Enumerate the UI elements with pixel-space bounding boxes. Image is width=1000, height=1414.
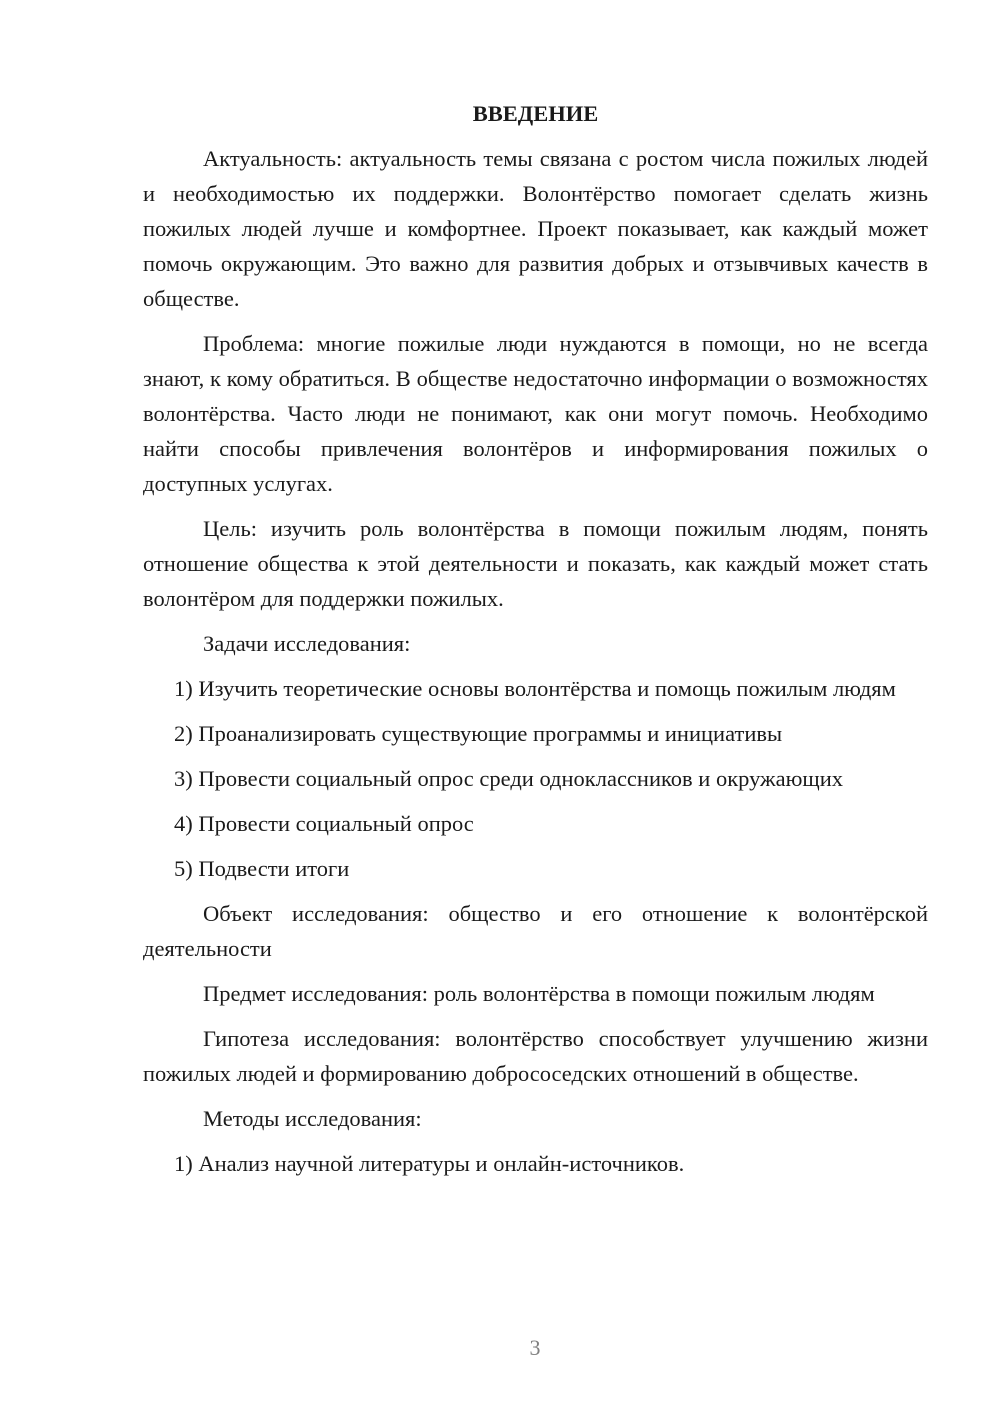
subject-paragraph: Предмет исследования: роль волонтёрства в помощи пожилым людям bbox=[203, 981, 875, 1006]
task-item-4: 4) Провести социальный опрос bbox=[174, 811, 474, 836]
page-number: 3 bbox=[529, 1335, 541, 1360]
method-item-1: 1) Анализ научной литературы и онлайн-источников. bbox=[174, 1151, 685, 1176]
task-item-2: 2) Проанализировать существующие программы и инициативы bbox=[174, 721, 783, 746]
page-content bbox=[143, 96, 928, 1191]
relevance-paragraph: Актуальность: актуальность темы связана с ростом числа пожилых людей и необходимостью их поддержки. Волонтёрство помогает сделать жизнь пожилых людей лучше и комфортнее. Проект показывает, как каждый может помочь окружающим. Это важно для развития добрых и отзывчивых качеств в обществе. bbox=[143, 146, 928, 311]
task-item-5: 5) Подвести итоги bbox=[174, 856, 350, 881]
task-item-3: 3) Провести социальный опрос среди одноклассников и окружающих bbox=[174, 766, 844, 791]
problem-paragraph: Проблема: многие пожилые люди нуждаются в помощи, но не всегда знают, к кому обратиться. В обществе недостаточно информации о возможностях волонтёрства. Часто люди не понимают, как они могут помочь. Необходимо найти способы привлечения волонтёров и информирования пожилых о доступных услугах. bbox=[143, 331, 928, 496]
section-title: ВВЕДЕНИЕ bbox=[472, 101, 599, 126]
hypothesis-paragraph: Гипотеза исследования: волонтёрство способствует улучшению жизни пожилых людей и формированию добрососедских отношений в обществе. bbox=[143, 1026, 928, 1086]
tasks-heading: Задачи исследования: bbox=[203, 631, 411, 656]
methods-heading: Методы исследования: bbox=[203, 1106, 422, 1131]
goal-paragraph: Цель: изучить роль волонтёрства в помощи пожилым людям, понять отношение общества к этой деятельности и показать, как каждый может стать волонтёром для поддержки пожилых. bbox=[143, 516, 928, 611]
task-item-1: 1) Изучить теоретические основы волонтёрства и помощь пожилым людям bbox=[174, 676, 896, 701]
object-paragraph: Объект исследования: общество и его отношение к волонтёрской деятельности bbox=[143, 901, 928, 961]
